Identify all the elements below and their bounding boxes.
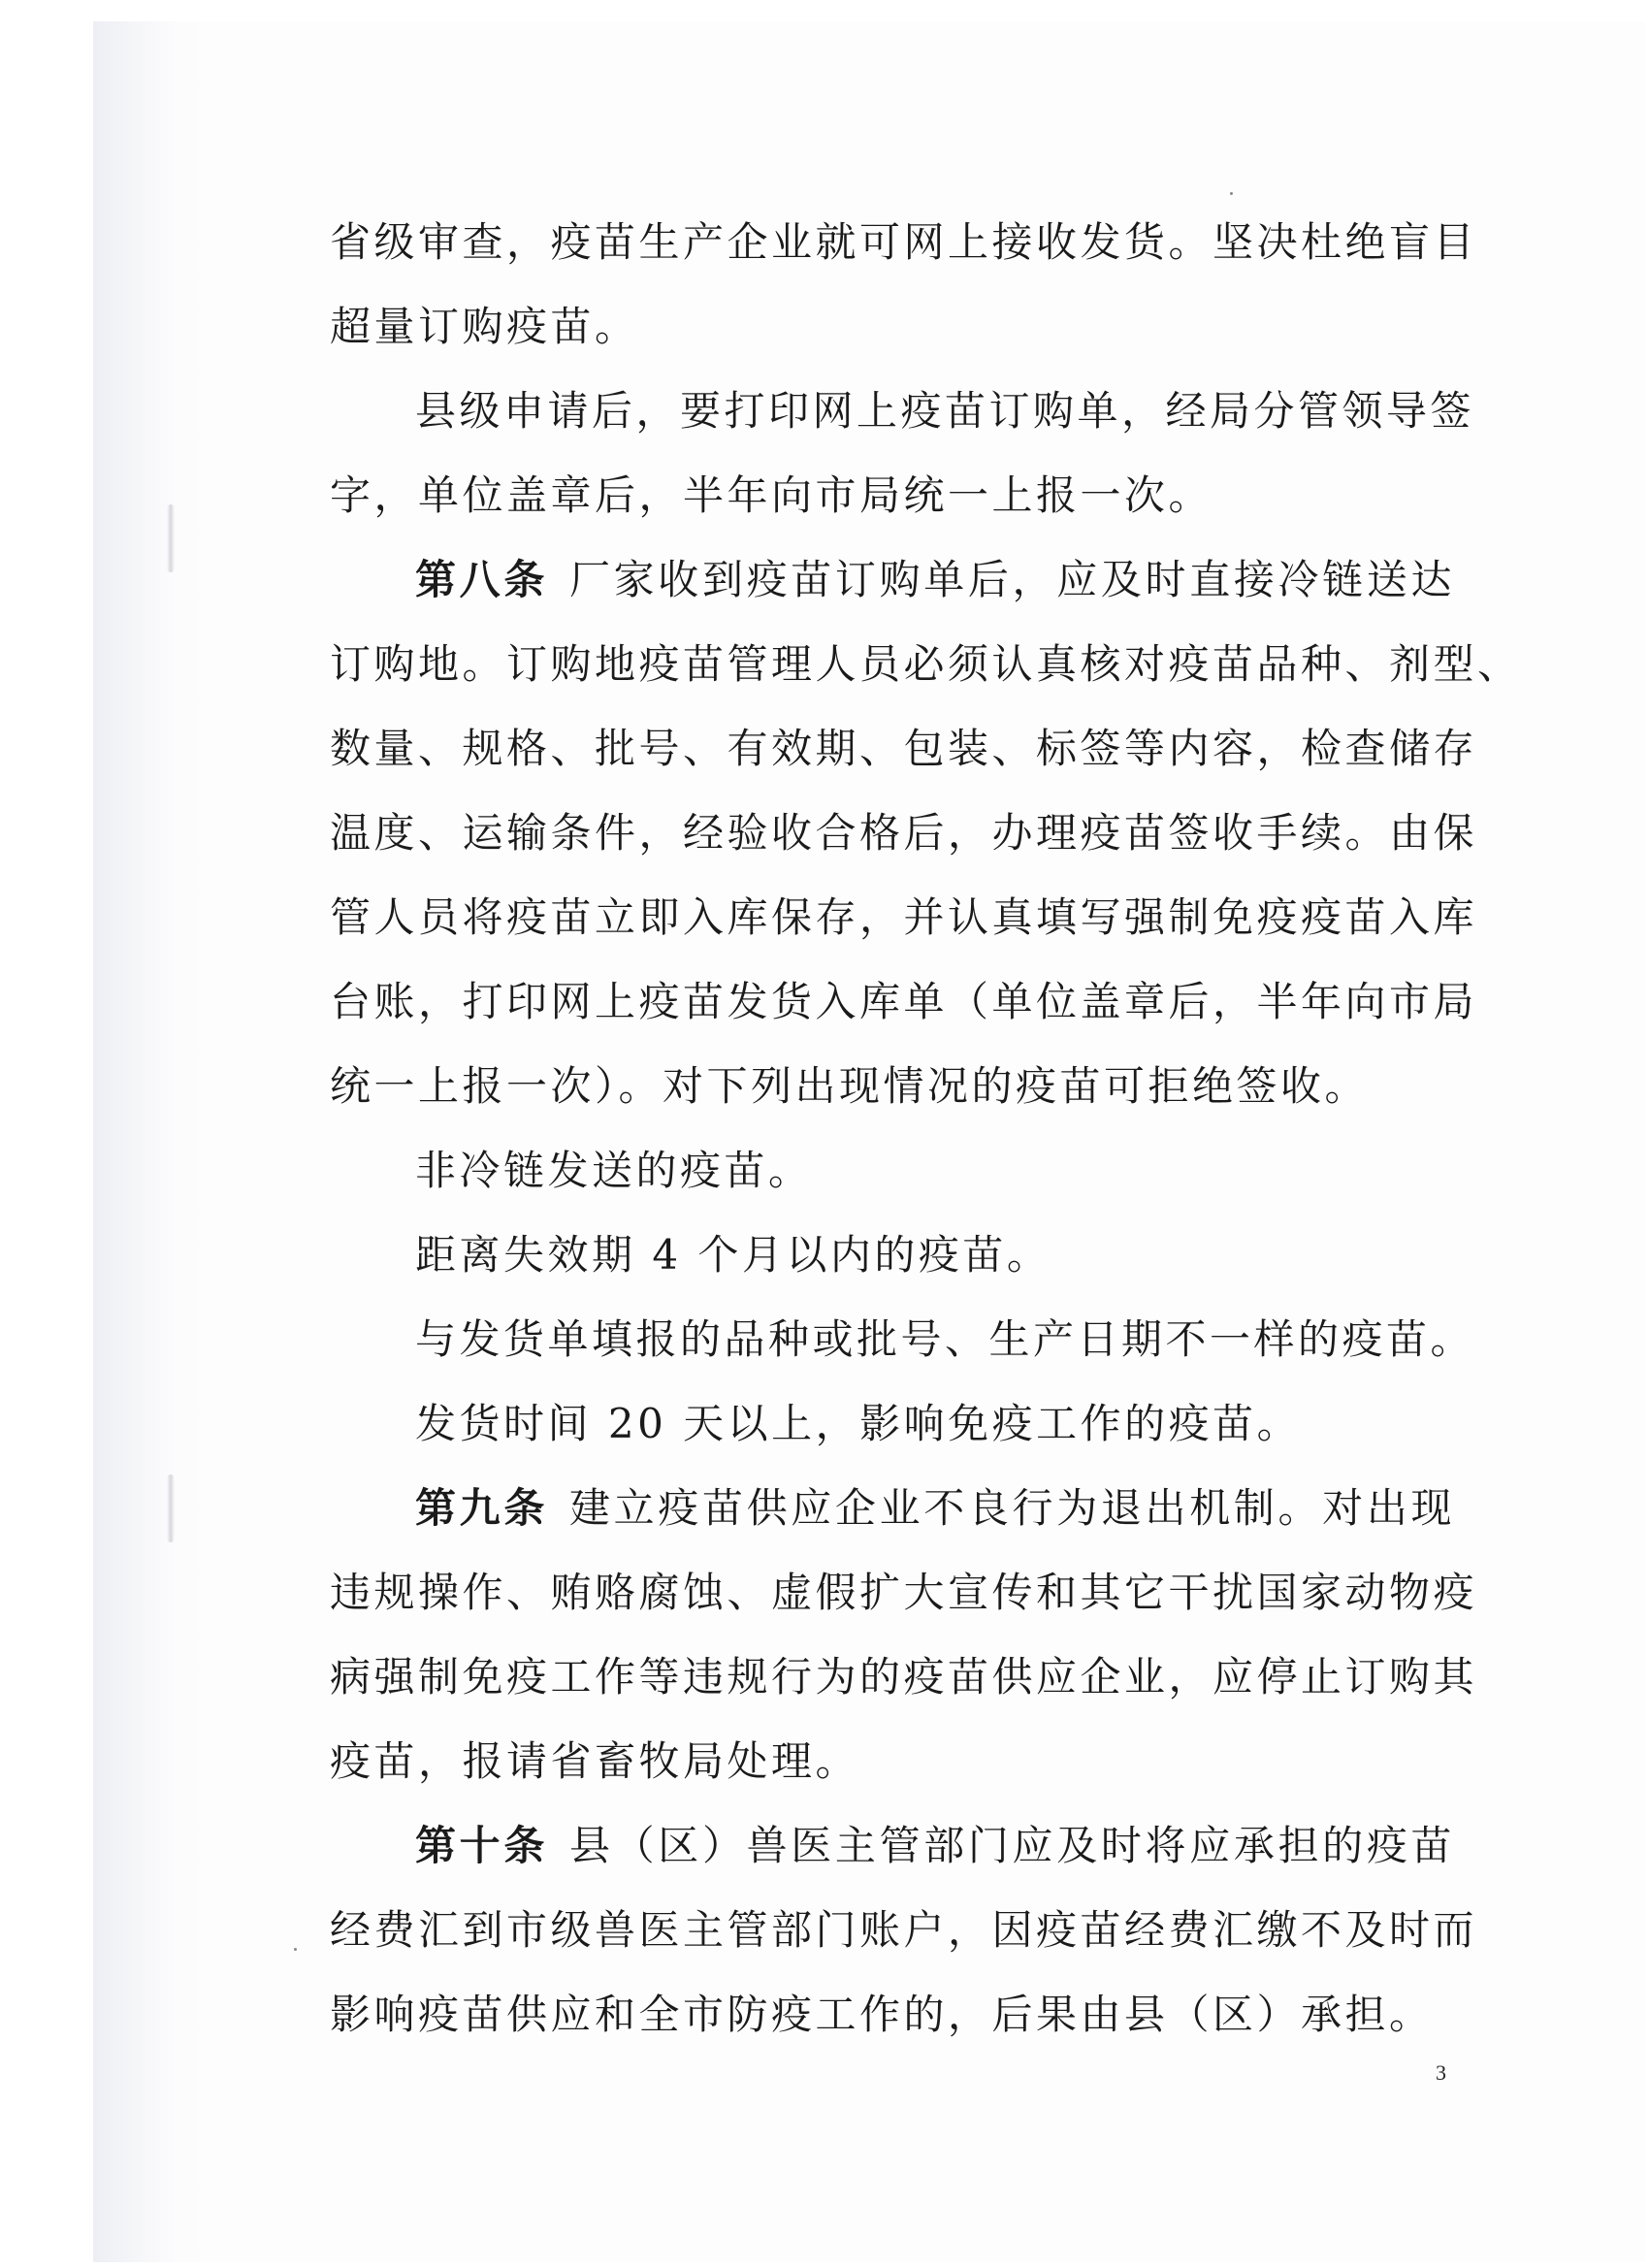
line-text: 管人员将疫苗立即入库保存，并认真填写强制免疫疫苗入库 [330,893,1478,941]
line-text: 疫苗，报请省畜牧局处理。 [330,1737,860,1785]
text-line [330,200,1478,284]
line-text: 台账，打印网上疫苗发货入库单（单位盖章后，半年向市局 [330,978,1478,1025]
text-line [330,959,1478,1044]
line-text: 违规操作、贿赂腐蚀、虚假扩大宣传和其它干扰国家动物疫 [330,1569,1478,1616]
text-line [330,706,1478,791]
text-line [330,284,1455,369]
line-text: 与发货单填报的品种或批号、生产日期不一样的疫苗。 [415,1315,1475,1363]
text-line [330,1381,1455,1466]
text-line [330,1719,1455,1803]
line-text: 超量订购疫苗。 [330,303,639,350]
article-label: 第十条 [415,1822,548,1869]
scan-speck [1230,192,1233,195]
line-text: 影响疫苗供应和全市防疫工作的，后果由县（区）承担。 [330,1991,1434,2038]
text-line [330,369,1475,453]
text-line [330,1213,1455,1297]
text-line [330,453,1455,537]
binding-mark [167,1474,175,1542]
binding-mark [167,504,175,572]
text-line [330,1297,1475,1381]
line-text: 经费汇到市级兽医主管部门账户，因疫苗经费汇缴不及时而 [330,1906,1478,1954]
article-line [330,1466,1455,1550]
line-text: 建立疫苗供应企业不良行为退出机制。对出现 [568,1484,1455,1532]
text-line [330,1128,1455,1213]
text-line [330,1972,1455,2057]
article-label: 第九条 [415,1484,548,1532]
page-number: 3 [1436,2060,1446,2085]
article-line [330,1803,1455,1888]
text-line [330,791,1478,875]
line-text: 县（区）兽医主管部门应及时将应承担的疫苗 [568,1822,1455,1869]
text-line [330,1044,1455,1128]
line-text: 统一上报一次）。对下列出现情况的疫苗可拒绝签收。 [330,1062,1370,1110]
line-text: 病强制免疫工作等违规行为的疫苗供应企业，应停止订购其 [330,1653,1478,1701]
line-text: 厂家收到疫苗订购单后，应及时直接冷链送达 [568,556,1455,603]
document-body [330,200,1522,2057]
line-text: 非冷链发送的疫苗。 [415,1147,813,1194]
line-text: 省级审查，疫苗生产企业就可网上接收发货。坚决杜绝盲目 [330,218,1478,266]
text-line [330,1550,1478,1635]
text-line [330,875,1478,959]
text-line [330,622,1522,706]
line-text: 距离失效期 4 个月以内的疫苗。 [415,1231,1051,1279]
line-text: 县级申请后，要打印网上疫苗订购单，经局分管领导签 [415,387,1475,435]
line-text: 数量、规格、批号、有效期、包装、标签等内容，检查储存 [330,725,1478,772]
line-text: 发货时间 20 天以上，影响免疫工作的疫苗。 [415,1400,1302,1447]
article-line [330,537,1455,622]
line-text: 字，单位盖章后，半年向市局统一上报一次。 [330,471,1213,519]
line-text: 温度、运输条件，经验收合格后，办理疫苗签收手续。由保 [330,809,1478,857]
text-line [330,1635,1478,1719]
text-line [330,1888,1478,1972]
line-text: 订购地。订购地疫苗管理人员必须认真核对疫苗品种、剂型、 [330,640,1522,688]
article-label: 第八条 [415,556,548,603]
scan-speck [294,1948,297,1951]
